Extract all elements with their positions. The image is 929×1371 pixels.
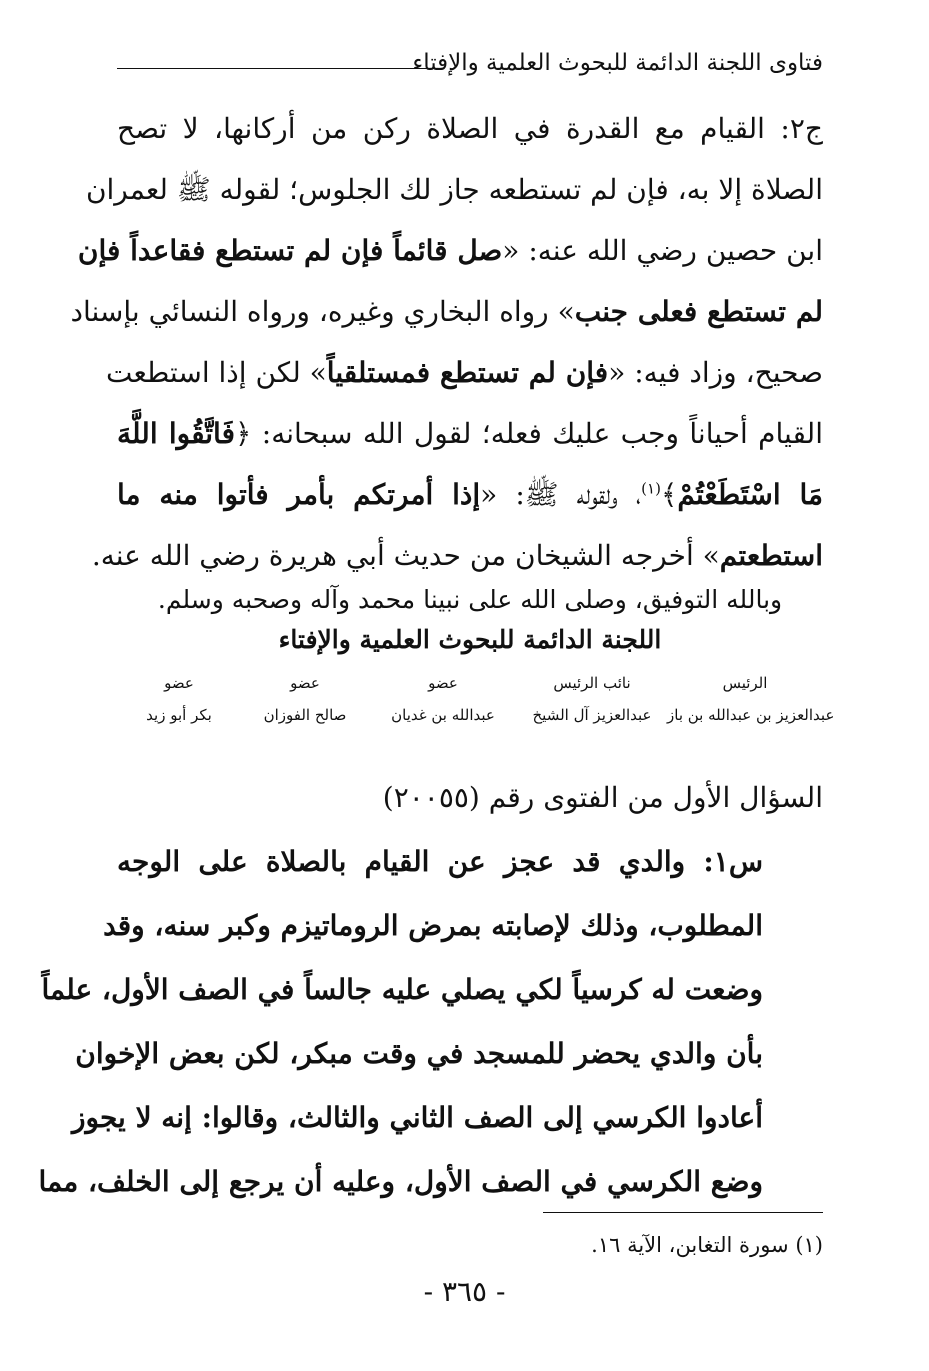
answer-text: ج٢: القيام مع القدرة في الصلاة ركن من أركانها، لا تصح — [117, 112, 823, 145]
answer-text: ﴾ — [660, 478, 678, 511]
answer-text: القيام أحياناً وجب عليك فعله؛ لقول الله سبحانه: ﴿ — [234, 417, 823, 450]
answer-line — [117, 403, 823, 464]
signatory-role: عضو — [428, 674, 458, 692]
signatory — [117, 668, 241, 732]
question-title: السؤال الأول من الفتوى رقم (٢٠٠٥٥) — [382, 781, 823, 814]
signatory — [369, 668, 517, 732]
question-line: س١: والدي قد عجز عن القيام بالصلاة على الوجه — [117, 845, 763, 878]
hadith-text: لم تستطع فعلى جنب — [574, 295, 823, 328]
hadith-text: فإن لم تستطع فمستلقياً — [326, 356, 609, 389]
answer-line — [117, 464, 823, 525]
header-rule — [117, 68, 427, 69]
hadith-text: استطعتم — [719, 539, 823, 572]
answer-paragraph — [70, 98, 823, 586]
signatory — [517, 668, 667, 732]
answer-line — [70, 281, 823, 342]
signatory-name: عبدالله بن غديان — [391, 706, 495, 724]
signatory-name: صالح الفوزان — [263, 706, 347, 724]
answer-line — [91, 525, 823, 586]
signatory — [241, 668, 369, 732]
answer-line — [117, 98, 823, 159]
header-title: فتاوى اللجنة الدائمة للبحوث العلمية والإفتاء — [412, 50, 823, 76]
closing-block — [117, 580, 823, 660]
signatory-role: عضو — [290, 674, 320, 692]
signatory-name: بكر أبو زيد — [146, 706, 212, 724]
footnote-ref: (١) — [641, 479, 661, 498]
closing-line: وبالله التوفيق، وصلى الله على نبينا محمد وآله وصحبه وسلم. — [157, 585, 783, 614]
answer-line — [105, 342, 823, 403]
page-number: - ٣٦٥ - — [423, 1275, 506, 1308]
signatory-role: الرئيس — [722, 674, 768, 692]
question-line: بأن والدي يحضر للمسجد في وقت مبكر، لكن بعض الإخوان — [75, 1037, 763, 1070]
answer-text: » رواه البخاري وغيره، ورواه النسائي بإسناد — [70, 295, 575, 328]
answer-text: صحيح، وزاد فيه: « — [608, 356, 823, 389]
footnote-rule — [543, 1212, 823, 1213]
signatories — [117, 668, 835, 738]
signatory-name: عبدالعزيز آل الشيخ — [532, 706, 652, 724]
question-line: المطلوب، وذلك لإصابته بمرض الروماتيزم وكبر سنه، وقد — [103, 909, 763, 942]
question-line: وضعت له كرسياً لكي يصلي عليه جالساً في الصف الأول، علماً — [41, 973, 763, 1006]
signatory-name: عبدالعزيز بن عبدالله بن باز — [667, 706, 835, 724]
answer-text: ، ولقوله ﷺ: « — [480, 478, 642, 511]
signatory-role: نائب الرئيس — [553, 674, 631, 692]
quran-verse: فَاتَّقُوا اللَّهَ — [117, 417, 235, 450]
answer-text: » لكن إذا استطعت — [105, 356, 327, 389]
question-paragraph — [38, 830, 763, 1214]
answer-text: الصلاة إلا به، فإن لم تستطعه جاز لك الجلوس؛ لقوله ﷺ لعمران — [85, 173, 823, 206]
committee-name: اللجنة الدائمة للبحوث العلمية والإفتاء — [278, 625, 662, 654]
question-line: أعادوا الكرسي إلى الصف الثاني والثالث، وقالوا: إنه لا يجوز — [71, 1101, 763, 1134]
signatory — [667, 668, 835, 732]
answer-text: ابن حصين رضي الله عنه: « — [502, 234, 823, 267]
footnote: (١) سورة التغابن، الآية ١٦. — [591, 1233, 823, 1257]
hadith-text: صل قائماً فإن لم تستطع فقاعداً فإن — [77, 234, 503, 267]
running-header — [117, 46, 823, 86]
question-line: وضع الكرسي في الصف الأول، وعليه أن يرجع إلى الخلف، مما — [38, 1165, 763, 1198]
answer-line — [77, 220, 823, 281]
answer-line — [85, 159, 823, 220]
answer-text: » أخرجه الشيخان من حديث أبي هريرة رضي الله عنه. — [91, 539, 720, 572]
signatory-role: عضو — [164, 674, 194, 692]
hadith-text: إذا أمرتكم بأمر فأتوا منه ما — [117, 478, 481, 511]
quran-verse: مَا اسْتَطَعْتُمْ — [677, 478, 823, 511]
